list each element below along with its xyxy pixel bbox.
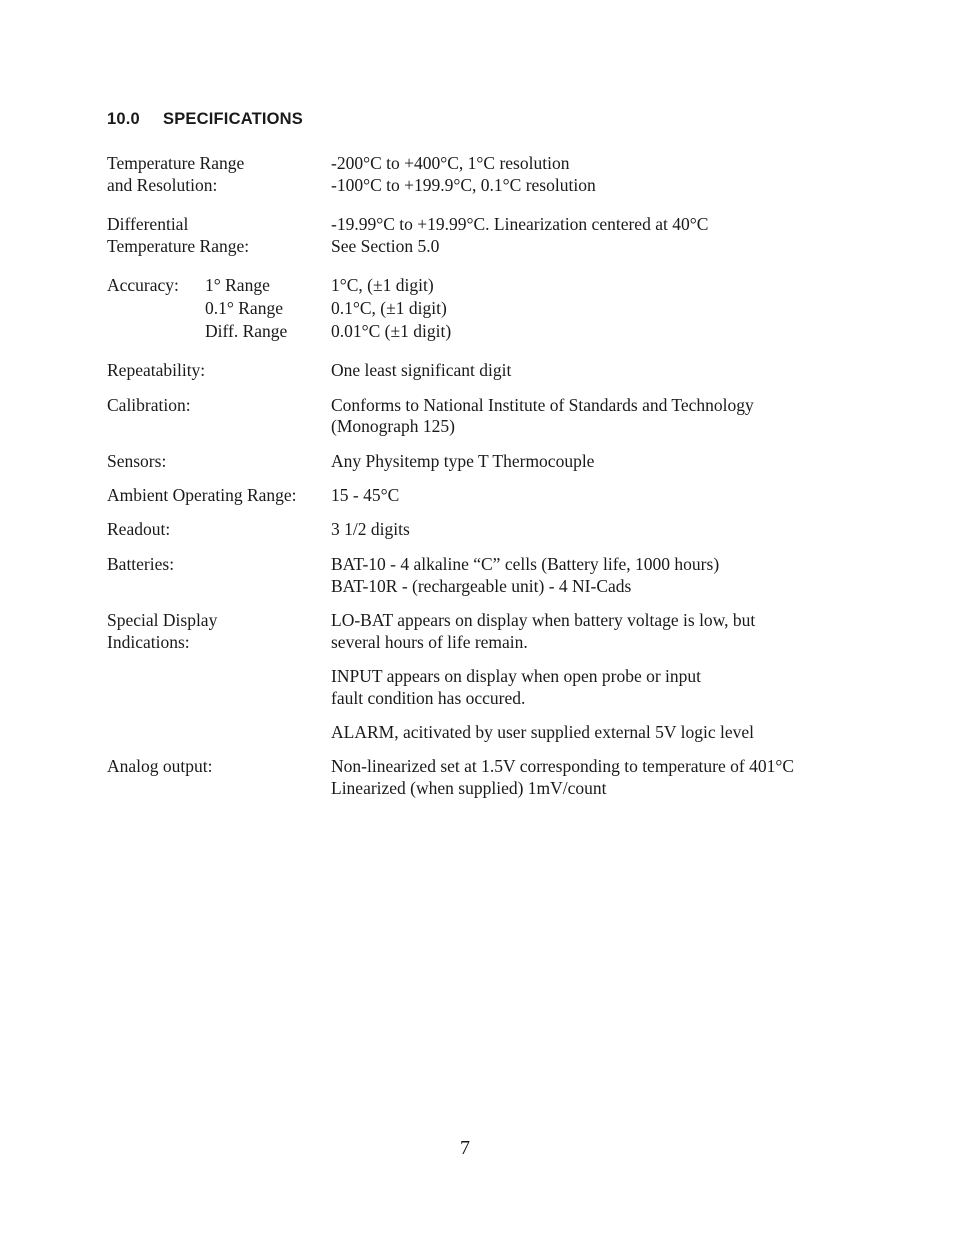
special-display-label-line-2: Indications:: [107, 632, 190, 652]
ambient-value: 15 - 45°C: [331, 485, 400, 505]
analog-value-1: Non-linearized set at 1.5V corresponding to temperature of 401°C: [331, 756, 794, 776]
accuracy-range-2: 0.1° Range: [205, 298, 283, 318]
readout-label: Readout:: [107, 519, 171, 539]
special-display-label-line-1: Special Display: [107, 610, 218, 630]
input-text-1: INPUT appears on display when open probe or input: [331, 666, 702, 686]
accuracy-value-1: 1°C, (±1 digit): [331, 275, 434, 295]
accuracy-value-3: 0.01°C (±1 digit): [331, 321, 452, 341]
alarm-text: ALARM, acitivated by user supplied external 5V logic level: [331, 722, 754, 742]
differential-label-line-1: Differential: [107, 214, 189, 234]
sensors-label: Sensors:: [107, 451, 167, 471]
temperature-label-line-2: and Resolution:: [107, 175, 218, 195]
lobat-text-1: LO-BAT appears on display when battery voltage is low, but: [331, 610, 756, 630]
batteries-value-1: BAT-10 - 4 alkaline “C” cells (Battery life, 1000 hours): [331, 554, 720, 574]
differential-value-1: -19.99°C to +19.99°C. Linearization centered at 40°C: [331, 214, 709, 234]
sensors-value: Any Physitemp type T Thermocouple: [331, 451, 595, 471]
temperature-value-1: -200°C to +400°C, 1°C resolution: [331, 153, 570, 173]
section-heading: [107, 110, 303, 129]
ambient-label: Ambient Operating Range:: [107, 485, 297, 505]
calibration-value-1: Conforms to National Institute of Standards and Technology: [331, 395, 754, 415]
readout-value: 3 1/2 digits: [331, 519, 410, 539]
analog-label: Analog output:: [107, 756, 213, 776]
temperature-value-2: -100°C to +199.9°C, 0.1°C resolution: [331, 175, 596, 195]
accuracy-label: Accuracy:: [107, 275, 179, 295]
accuracy-range-1: 1° Range: [205, 275, 270, 295]
temperature-label-line-1: Temperature Range: [107, 153, 245, 173]
accuracy-range-3: Diff. Range: [205, 321, 288, 341]
repeatability-label: Repeatability:: [107, 360, 206, 380]
section-number: 10.0: [107, 110, 140, 128]
accuracy-value-2: 0.1°C, (±1 digit): [331, 298, 447, 318]
differential-label-line-2: Temperature Range:: [107, 236, 250, 256]
batteries-value-2: BAT-10R - (rechargeable unit) - 4 NI-Cads: [331, 576, 632, 596]
calibration-value-2: (Monograph 125): [331, 416, 455, 436]
calibration-label: Calibration:: [107, 395, 191, 415]
batteries-label: Batteries:: [107, 554, 175, 574]
input-text-2: fault condition has occured.: [331, 688, 526, 708]
analog-value-2: Linearized (when supplied) 1mV/count: [331, 778, 607, 798]
section-title: SPECIFICATIONS: [163, 110, 304, 128]
page-number: 7: [460, 1137, 470, 1159]
repeatability-value: One least significant digit: [331, 360, 512, 380]
lobat-text-2: several hours of life remain.: [331, 632, 528, 652]
differential-value-2: See Section 5.0: [331, 236, 440, 256]
